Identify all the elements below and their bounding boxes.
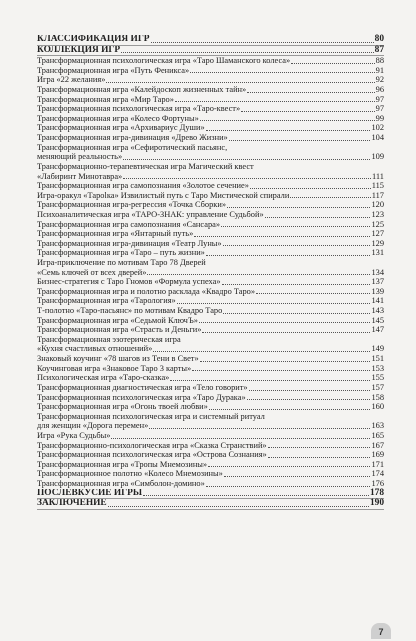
toc-dot-leader — [224, 476, 371, 477]
toc-dot-leader — [208, 466, 370, 467]
toc-entry-title: Трансформационная психологическая игра и системный ритуал — [37, 411, 265, 421]
toc-entry-page: 169 — [371, 450, 384, 460]
toc-dot-leader — [108, 506, 369, 507]
toc-section-heading — [37, 35, 384, 45]
toc-entry-page: 171 — [371, 459, 384, 469]
toc-dot-leader — [247, 92, 374, 93]
toc-entry-page: 97 — [375, 94, 384, 104]
toc-dot-leader — [199, 322, 370, 323]
toc-entry-page: 127 — [371, 229, 384, 239]
toc-entry-page: 134 — [371, 267, 384, 277]
toc-entry-page: 96 — [375, 85, 384, 95]
toc-entry-page: 137 — [371, 277, 384, 287]
toc-entry — [37, 296, 384, 306]
toc-entry — [37, 354, 384, 364]
toc-entry-page: 143 — [371, 306, 384, 316]
toc-dot-leader — [221, 226, 370, 227]
toc-dot-leader — [175, 101, 375, 102]
toc-dot-leader — [170, 380, 370, 381]
toc-dot-leader — [111, 438, 370, 439]
toc-dot-leader — [241, 111, 374, 112]
toc-entry-page: 111 — [372, 171, 384, 181]
toc-entry-title: Трансформационная игра самопознания «Золотое сечение» — [37, 181, 249, 191]
toc-entry-page: 163 — [371, 421, 384, 431]
toc-entry-title: Трансформационная игра самопознания «Сансара» — [37, 219, 221, 229]
toc-entry-page: 190 — [369, 498, 384, 509]
toc-dot-leader — [200, 361, 371, 362]
toc-dot-leader — [206, 486, 371, 487]
toc-entry — [37, 162, 384, 172]
toc-entry-title: Трансформационная игра «Таро – путь жизни» — [37, 248, 205, 258]
toc-entry-title: Трансформационная игра «Архивариус Души» — [37, 123, 205, 133]
toc-dot-leader — [249, 390, 371, 391]
toc-entry-page: 165 — [371, 430, 384, 440]
toc-entry-title: Трансформационная психологическая игра «Острова Сознания» — [37, 450, 267, 460]
toc-entry-page: 153 — [371, 363, 384, 373]
toc-entry — [37, 229, 384, 239]
toc-entry-title: КОЛЛЕКЦИЯ ИГР — [37, 45, 121, 55]
toc-entry-page: 117 — [371, 190, 384, 200]
toc-divider — [37, 509, 384, 510]
toc-entry — [37, 191, 384, 201]
toc-entry-page: 97 — [375, 104, 384, 114]
toc-entry-title: Трансформационная эзотерическая игра — [37, 334, 181, 344]
toc-entry-page: 176 — [371, 479, 384, 489]
toc-entry — [37, 364, 384, 374]
toc-entry-page: 174 — [371, 469, 384, 479]
toc-entry-title: Трансформационная игра «Симболон-домино» — [37, 479, 205, 489]
toc-entry — [37, 479, 384, 489]
toc-entry-title: Трансформационная игра-регрессия «Точка Сборки» — [37, 200, 227, 210]
toc-dot-leader — [247, 399, 371, 400]
toc-entry — [37, 431, 384, 441]
toc-entry-title: Знаковый коучинг «78 шагов из Тени в Свет» — [37, 354, 199, 364]
toc-entry — [37, 200, 384, 210]
toc-entry — [37, 325, 384, 335]
toc-entry-title: Трансформационная игра «Огонь твоей любви» — [37, 402, 208, 412]
toc-dot-leader — [202, 332, 370, 333]
toc-dot-leader — [268, 457, 371, 458]
toc-entry-page: 109 — [371, 152, 384, 162]
toc-entry-page: 129 — [371, 238, 384, 248]
toc-dot-leader — [177, 303, 371, 304]
toc-dot-leader — [223, 313, 370, 314]
toc-entry — [37, 345, 384, 355]
toc-entry-title: Трансформационная игра-дивинация «Театр Луны» — [37, 238, 222, 248]
toc-entry-page: 91 — [375, 65, 384, 75]
toc-entry — [37, 402, 384, 412]
toc-entry-title: Трансформационное полотно «Колесо Мнемозины» — [37, 469, 223, 479]
toc-entry-title: КЛАССИФИКАЦИЯ ИГР — [37, 34, 150, 44]
toc-section-heading — [37, 46, 384, 56]
toc-entry — [37, 441, 384, 451]
toc-dot-leader — [190, 72, 374, 73]
toc-entry-title: Трансформационная игра «Янтарный путь» — [37, 229, 194, 239]
toc-entry-title: Игра-оракул «Тароlка» Извилистый путь с Таро Мистической спирали — [37, 190, 290, 200]
toc-entry — [37, 258, 384, 268]
toc-entry-title: Трансформационно-психологическая игра «Сказка Странствий» — [37, 440, 267, 450]
toc-entry-page: 158 — [371, 392, 384, 402]
toc-entry-title: Трансформационная игра «Сефиротический пасьянс, — [37, 142, 228, 152]
toc-entry-title: для женщин «Дорога перемен» — [37, 421, 149, 431]
toc-entry-page: 141 — [371, 296, 384, 306]
toc-dot-leader — [250, 188, 371, 189]
toc-entry-title: Бизнес-стратегия с Таро Гномов «Формула успеха» — [37, 277, 221, 287]
toc-entry-title: ЗАКЛЮЧЕНИЕ — [37, 499, 107, 509]
toc-entry — [37, 114, 384, 124]
toc-entry — [37, 143, 384, 153]
toc-entry-title: ПОСЛЕВКУСИЕ ИГРЫ — [37, 488, 143, 498]
toc-entry-title: Трансформационная игра и полотно расклада «Квадро Таро» — [37, 286, 256, 296]
toc-entry-page: 131 — [371, 248, 384, 258]
toc-entry-page: 151 — [371, 354, 384, 364]
toc-entry-title: Трансформационно-терапевтическая игра Магический квест — [37, 161, 254, 171]
toc-entry-title: Психоаналитическая игра «ТАРО-ЗНАК: управление Судьбой» — [37, 209, 264, 219]
toc-entry-title: Трансформационная игра «Седьмой КлючЪ» — [37, 315, 198, 325]
toc-dot-leader — [151, 42, 374, 43]
toc-entry — [37, 56, 384, 66]
toc-dot-leader — [194, 236, 370, 237]
toc-entry-title: Т-полотно «Таро-пасьянс» по мотивам Квадро Таро — [37, 306, 223, 316]
toc-entry-title: Трансформационная игра «Колесо Фортуны» — [37, 113, 199, 123]
toc-entry — [37, 133, 384, 143]
toc-entry — [37, 335, 384, 345]
toc-entry-page: 145 — [371, 315, 384, 325]
toc-entry-title: Трансформационная игра «Путь Феникса» — [37, 65, 190, 75]
toc-entry — [37, 85, 384, 95]
toc-entry-title: «Лабиринт Минотавра» — [37, 171, 123, 181]
toc-dot-leader — [229, 140, 371, 141]
toc-entry — [37, 421, 384, 431]
toc-entry — [37, 220, 384, 230]
toc-entry — [37, 66, 384, 76]
toc-entry-title: Трансформационная игра «Калейдоскоп жизненных тайн» — [37, 85, 247, 95]
toc-dot-leader — [123, 178, 371, 179]
toc-entry — [37, 95, 384, 105]
toc-dot-leader — [149, 428, 370, 429]
toc-entry — [37, 412, 384, 422]
toc-entry-page: 115 — [371, 181, 384, 191]
toc-dot-leader — [223, 245, 371, 246]
toc-entry-page: 99 — [375, 113, 384, 123]
toc-entry-page: 167 — [371, 440, 384, 450]
toc-dot-leader — [209, 409, 371, 410]
toc-entry-title: Трансформационная игра «Тарология» — [37, 296, 176, 306]
toc-entry-page: 139 — [371, 286, 384, 296]
toc-entry-title: меняющий реальность» — [37, 152, 123, 162]
toc-entry — [37, 460, 384, 470]
toc-dot-leader — [147, 274, 370, 275]
toc-entry — [37, 393, 384, 403]
toc-dot-leader — [123, 159, 370, 160]
toc-entry-page: 80 — [374, 33, 384, 44]
toc-entry-page: 125 — [371, 219, 384, 229]
page-number: 7 — [371, 623, 391, 639]
toc-entry-page: 178 — [369, 487, 384, 498]
toc-entry — [37, 277, 384, 287]
toc-entry — [37, 469, 384, 479]
toc-entry-title: «Семь ключей от всех дверей» — [37, 267, 147, 277]
toc-entry-page: 104 — [371, 133, 384, 143]
toc-entry — [37, 239, 384, 249]
toc-entry — [37, 181, 384, 191]
toc-entry-page: 120 — [371, 200, 384, 210]
toc-entry — [37, 373, 384, 383]
toc-entry — [37, 75, 384, 85]
toc-dot-leader — [227, 207, 370, 208]
toc-entry-page: 123 — [371, 209, 384, 219]
toc-entry-page: 155 — [371, 373, 384, 383]
toc-entry-page: 149 — [371, 344, 384, 354]
toc-entry — [37, 210, 384, 220]
toc-entry — [37, 287, 384, 297]
toc-entry-title: Игра «Рука Судьбы» — [37, 430, 111, 440]
toc-entry-title: Трансформационная игра «Тропы Мнемозины» — [37, 459, 208, 469]
toc-entry-title: Трансформационная игра-дивинация «Древо Жизни» — [37, 133, 228, 143]
toc-entry — [37, 316, 384, 326]
toc-entry-title: Игра «22 желания» — [37, 75, 106, 85]
toc-entry — [37, 123, 384, 133]
toc-entry-title: Игра-приключение по мотивам Таро 78 Дверей — [37, 258, 206, 267]
toc-dot-leader — [206, 255, 371, 256]
toc-entry — [37, 104, 384, 114]
toc-dot-leader — [192, 370, 370, 371]
table-of-contents — [37, 35, 384, 510]
toc-dot-leader — [222, 284, 371, 285]
toc-section-heading — [37, 489, 384, 499]
toc-entry-page: 157 — [371, 382, 384, 392]
toc-dot-leader — [265, 217, 371, 218]
toc-entry-title: Трансформационная психологическая игра «Таро Дурака» — [37, 392, 246, 402]
toc-entry — [37, 172, 384, 182]
toc-entry-title: Коучинговая игра «Знаковое Таро 3 карты» — [37, 363, 192, 373]
toc-entry-title: Трансформационная игра «Страсть и Деньги» — [37, 325, 202, 335]
toc-entry-page: 92 — [375, 75, 384, 85]
toc-entry-title: Трансформационная игра «Мир Таро» — [37, 94, 174, 104]
toc-dot-leader — [291, 63, 374, 64]
toc-dot-leader — [106, 82, 374, 83]
toc-section-heading — [37, 499, 384, 509]
toc-entry-page: 87 — [374, 44, 384, 55]
toc-entry — [37, 306, 384, 316]
toc-dot-leader — [256, 293, 370, 294]
toc-entry-title: Трансформационная психологическая игра «Таро Шаманского колеса» — [37, 56, 291, 66]
toc-entry — [37, 450, 384, 460]
toc-entry-title: Трансформационная психологическая игра «Таро-квест» — [37, 104, 241, 114]
toc-entry — [37, 248, 384, 258]
toc-dot-leader — [121, 52, 374, 53]
toc-entry — [37, 152, 384, 162]
toc-entry-page: 88 — [375, 56, 384, 66]
toc-dot-leader — [206, 130, 371, 131]
toc-entry — [37, 268, 384, 278]
toc-dot-leader — [290, 197, 370, 198]
toc-dot-leader — [268, 447, 371, 448]
toc-entry-title: «Кухня счастливых отношений» — [37, 344, 153, 354]
toc-entry-page: 147 — [371, 325, 384, 335]
toc-dot-leader — [153, 351, 370, 352]
toc-entry-title: Психологическая игра «Таро-сказка» — [37, 373, 170, 383]
toc-dot-leader — [143, 495, 369, 496]
toc-entry-page: 160 — [371, 402, 384, 412]
toc-entry — [37, 383, 384, 393]
toc-dot-leader — [200, 120, 375, 121]
toc-entry-title: Трансформационная диагностическая игра «Тело говорит» — [37, 382, 248, 392]
toc-entry-page: 102 — [371, 123, 384, 133]
